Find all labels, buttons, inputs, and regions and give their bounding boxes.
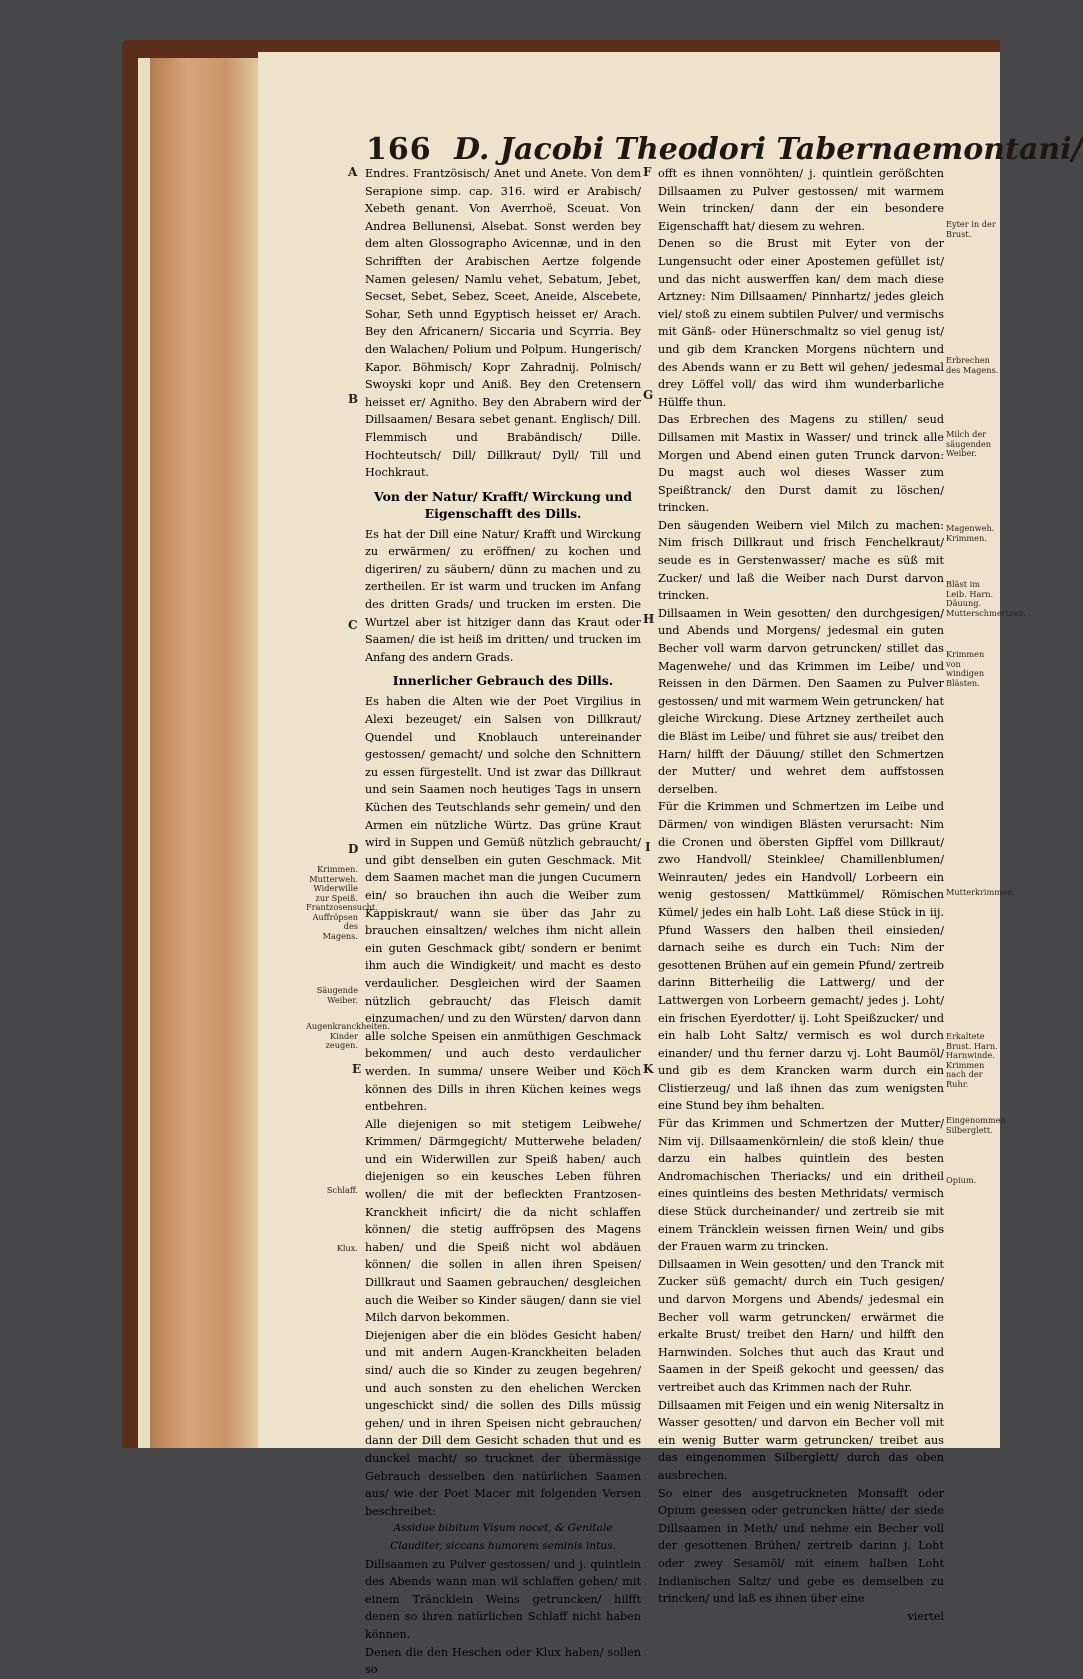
- paragraph: Für die Krimmen und Schmertzen im Leibe und Därmen/ von windigen Blästen verursacht: Nim die Cronen und öbersten Gipffel vom Dillkraut/ zwo Handvoll/ Steinklee/ Chamillenblumen/ Weinrauten/ jedes ein Handvoll/ Lorbeern ein wenig gestossen/ Mattkümmel/ Römischen Kümel/ jedes ein halb Loht. Laß diese Stück in iij. Pfund Wassers den halben theil einsieden/ darnach seihe es durch ein Tuch: Nim der gesottenen Brühen auf ein gemein Pfund/ zertreib darinn Bitterheilig die Lattwerg/ und der Lattwergen von Lorbeern gemacht/ jedes j. Loht/ ein frischen Eyerdotter/ ij. Loht Speißzucker/ und ein halb Loht Saltz/ vermisch es wol durch einander/ und thu ferner darzu vj. Loht Baumöl/ und gib es dem Krancken warm durch ein Clistierzeug/ und laß ihnen das zum wenigsten eine Stund bey ihm behalten.: [658, 800, 944, 1113]
- catchword: viertel: [907, 1609, 944, 1623]
- paragraph: Es haben die Alten wie der Poet Virgilius in Alexi bezeuget/ ein Salsen von Dillkraut/ Quendel und Knoblauch untereinander gestossen/ gemacht/ und solche den Schnittern zu essen fürgestellt. Und ist zwar das Dillkraut und sein Saamen noch heutiges Tags in unsern Küchen des Teutschlands sehr gemein/ und den Armen ein nützliche Würtz. Das grüne Kraut wird in Suppen und Gemüß nützlich gebraucht/ und gibt denselben ein guten Geschmack. Mit dem Saamen machet man die jungen Cucumern ein/ so brauchen ihn auch die Weiber zum Kappiskraut/ wann sie über das Jahr zu brauchen einsaltzen/ welches ihm nicht allein ein guten Geschmack gibt/ sondern er benimt ihm auch die Windigkeit/ und macht es desto verdaulicher. Desgleichen wird der Saamen nützlich gebraucht/ das Fleisch damit einzumachen/ und zu den Würsten/ darvon dann alle solche Speisen ein anmüthigen Geschmack bekommen/ und auch desto verdaulicher werden. In summa/ unsere Weiber und Köch können des Dills in ihren Küchen keines wegs entbehren.: [365, 695, 641, 1114]
- paragraph: Denen die den Heschen oder Klux haben/ sollen so: [365, 1645, 641, 1677]
- section-heading: Von der Natur/ Krafft/ Wirckung und Eigenschafft des Dills.: [374, 488, 632, 521]
- paragraph: Für das Krimmen und Schmertzen der Mutter/ Nim vij. Dillsaamenkörnlein/ die stoß klein/ thue darzu ein halbes quintlein des besten Andromachischen Theriacks/ und ein dritheil eines quintleins des besten Methridats/ vermisch diese Stück durcheinander/ und zertreib sie mit einem Träncklein weissen firnen Wein/ und gibs der Frauen warm zu trincken.: [658, 1117, 944, 1254]
- page-number: 166: [366, 132, 432, 167]
- margin-note: Augenkranckheiten. Kinder zeugen.: [306, 1021, 390, 1050]
- section-letter-b: B: [348, 392, 359, 406]
- paragraph: Dillsaamen in Wein gesotten/ und den Tranck mit Zucker süß gemacht/ durch ein Tuch gesigen/ und darvon Morgens und Abends/ jedesmal ein Becher voll warm getruncken/ erwärmet die erkalte Brust/ treibet den Harn/ und hilfft den Harnwinden. Solches thut auch das Kraut und Saamen in der Speiß gekocht und geessen/ das vertreibet auch das Krimmen nach der Ruhr.: [658, 1257, 944, 1394]
- margin-note: Krimmen. Mutterweh. Widerwille zur Speiß. Frantzosensucht. Auffröpsen des Magens.: [306, 864, 378, 941]
- margin-note: Erkaltete Brust. Harn. Harnwinde. Krimmen nach der Ruhr.: [946, 1031, 998, 1089]
- paragraph: Den säugenden Weibern viel Milch zu machen: Nim frisch Dillkraut und frisch Fenchelkraut/ seude es in Gerstenwasser/ mache es süß mit Zucker/ und laß die Weiber nach Durst darvon trincken.: [658, 518, 944, 603]
- paragraph: Dillsaamen zu Pulver gestossen/ und j. quintlein des Abends wann man wil schlaffen gehen/ mit einem Träncklein Weins getruncken/ hilfft denen so ihren natürlichen Schlaff nicht haben können.: [365, 1557, 641, 1641]
- section-letter-k: K: [643, 1062, 654, 1076]
- margin-note: Eyter in der Brust.: [946, 219, 996, 239]
- paragraph: Endres. Frantzösisch/ Anet und Anete. Von dem Serapione simp. cap. 316. wird er Arabisch/ Xebeth genant. Von Averrhoë, Sceuat. Von Andrea Bellunensi, Alsebat. Sonst werden bey dem alten Glossographo Avicennæ, und in den Schrifften der Arabischen Aertze folgende Namen gelesen/ Namlu vehet, Sebatum, Jebet, Secset, Sebet, Sebez, Sceet, Aneide, Alscebete, Sohar, Seth unnd Egyptisch heisset er/ Arach. Bey den Africanern/ Siccaria und Scyrria. Bey den Walachen/ Polium und Polpum. Hungerisch/ Kapor. Böhmisch/ Kopr Zahradnij. Polnisch/ Swoyski kopr und Aniß. Bey den Cretensern heisset er/ Agnitho. Bey den Abrabern wird der Dillsaamen/ Besara sebet genant. Englisch/ Dill. Flemmisch und Brabändisch/ Dille. Hochteutsch/ Dill/ Dillkraut/ Dyll/ Till und Hochkraut.: [365, 167, 641, 480]
- paragraph: Denen so die Brust mit Eyter von der Lungensucht oder einer Apostemen gefüllet ist/ und das nicht auswerffen kan/ dem mach diese Artzney: Nim Dillsaamen/ Pinnhartz/ jedes gleich viel/ stoß zu einem subtilen Pulver/ und vermischs mit Gänß- oder Hünerschmaltz so viel genug ist/ und gib dem Krancken Morgens nüchtern und des Abends wann er zu Bett wil gehen/ jedesmal drey Löffel voll/ das wird ihm wunderbarliche Hülffe thun.: [658, 237, 944, 409]
- margin-note: Erbrechen des Magens.: [946, 355, 999, 375]
- section-letter-d: D: [348, 842, 359, 856]
- paragraph: So einer des ausgetruckneten Monsafft oder Opium geessen oder getruncken hätte/ der siede Dillsaamen in Meth/ und nehme ein Becher voll der gesottenen Brühen/ zertreib darinn j. Loht oder zwey Sesamöl/ mit einem halben Loht Indianischen Saltz/ und gebe es demselben zu trincken/ und laß es ihnen über eine: [658, 1486, 944, 1606]
- page-title: D. Jacobi Theodori Tabernaemontani/: [454, 132, 1083, 167]
- verse-line: Assidue bibitum Visum nocet, & Genitale: [393, 1522, 613, 1535]
- page-edge: [138, 58, 150, 1448]
- margin-note: Klux.: [336, 1243, 358, 1253]
- section-letter-i: I: [645, 840, 651, 854]
- section-letter-c: C: [348, 618, 358, 632]
- paragraph: Alle diejenigen so mit stetigem Leibwehe/ Krimmen/ Därmgegicht/ Mutterwehe beladen/ und ein Widerwillen zur Speiß haben/ auch diejenigen so ein keusches Leben führen wollen/ die mit der befleckten Frantzosen-Kranckheit inficirt/ die da nicht schlaffen können/ die stetig auffröpsen des Magens haben/ und die Speiß nicht wol abdäuen können/ die sollen in allen ihren Speisen/ Dillkraut und Saamen gebrauchen/ desgleichen auch die Weiber so Kinder säugen/ dann sie viel Milch darvon bekommen.: [365, 1117, 641, 1325]
- paragraph: Das Erbrechen des Magens zu stillen/ seud Dillsamen mit Mastix in Wasser/ und trinck alle Morgen und Abend einen guten Trunck darvon: Du magst auch wol dieses Wasser zum Speißtranck/ den Durst damit zu löschen/ trincken.: [658, 413, 944, 515]
- section-letter-f: F: [643, 165, 652, 179]
- section-letter-a: A: [348, 165, 358, 179]
- paragraph: Dillsaamen mit Feigen und ein wenig Nitersaltz in Wasser gesotten/ und darvon ein Becher voll mit ein wenig Butter warm getruncken/ treibet aus das eingenommen Silberglett/ durch das oben ausbrechen.: [658, 1398, 944, 1482]
- margin-note: Magenweh. Krimmen.: [946, 523, 995, 543]
- paragraph: Diejenigen aber die ein blödes Gesicht haben/ und mit andern Augen-Kranckheiten beladen sind/ auch die so Kinder zu zeugen begehren/ und auch sonsten zu den ehelichen Wercken ungeschickt sind/ die sollen des Dills müssig gehen/ und in ihren Speisen nicht gebrauchen/ dann der Dill dem Gesicht schaden thut und es dunckel macht/ so trucknet der übermässige Gebrauch desselben den natürlichen Saamen aus/ wie der Poet Macer mit folgenden Versen beschreibet:: [365, 1328, 641, 1518]
- margin-note: Mutterkrimmen.: [946, 887, 1015, 897]
- section-letter-h: H: [643, 612, 655, 626]
- paragraph: Es hat der Dill eine Natur/ Krafft und Wirckung zu erwärmen/ zu eröffnen/ zu kochen und digeriren/ zu säubern/ dünn zu machen und zu zertheilen. Er ist warm und trucken im Anfang des dritten Grads/ und trucken im ersten. Die Wurtzel aber ist hitziger dann das Kraut oder Saamen/ die ist heiß im dritten/ und trucken im Anfang des andern Grads.: [365, 527, 641, 664]
- margin-note: Krimmen von windigen Blästen.: [946, 649, 985, 688]
- left-text-column: [365, 165, 641, 1679]
- section-heading: Innerlicher Gebrauch des Dills.: [392, 673, 614, 689]
- verse-line: Clauditer, siccans humorem seminis intus.: [390, 1539, 616, 1552]
- section-letter-e: E: [352, 1062, 362, 1076]
- section-letter-g: G: [643, 388, 654, 402]
- page-gutter-shadow: [150, 58, 258, 1448]
- margin-note: Milch der säugenden Weiber.: [946, 429, 992, 458]
- margin-note: Bläst im Leib. Harn. Däuung. Mutterschmertzen.: [946, 579, 1026, 618]
- paragraph: Dillsaamen in Wein gesotten/ den durchgesigen/ und Abends und Morgens/ jedesmal ein guten Becher voll warm darvon getruncken/ stillet das Magenwehe/ und das Krimmen im Leibe/ und Reissen in den Därmen. Den Saamen zu Pulver gestossen/ und mit warmem Wein getruncken/ hat gleiche Wirckung. Diese Artzney zertheilet auch die Bläst im Leibe/ und führet sie aus/ treibet den Harn/ hilfft der Däuung/ stillet den Schmertzen der Mutter/ und wehret dem auffstossen derselben.: [658, 606, 944, 796]
- paragraph: offt es ihnen vonnöhten/ j. quintlein gerößchten Dillsaamen zu Pulver gestossen/ mit warmem Wein trincken/ dann der ein besondere Eigenschafft hat/ diesem zu wehren.: [658, 167, 944, 233]
- right-text-column: [658, 165, 944, 1625]
- margin-note: Schlaff.: [326, 1185, 358, 1195]
- margin-note: Opium.: [946, 1175, 977, 1185]
- margin-note: Eingenommen Silberglett.: [946, 1115, 1006, 1135]
- margin-note: Säugende Weiber.: [316, 985, 358, 1005]
